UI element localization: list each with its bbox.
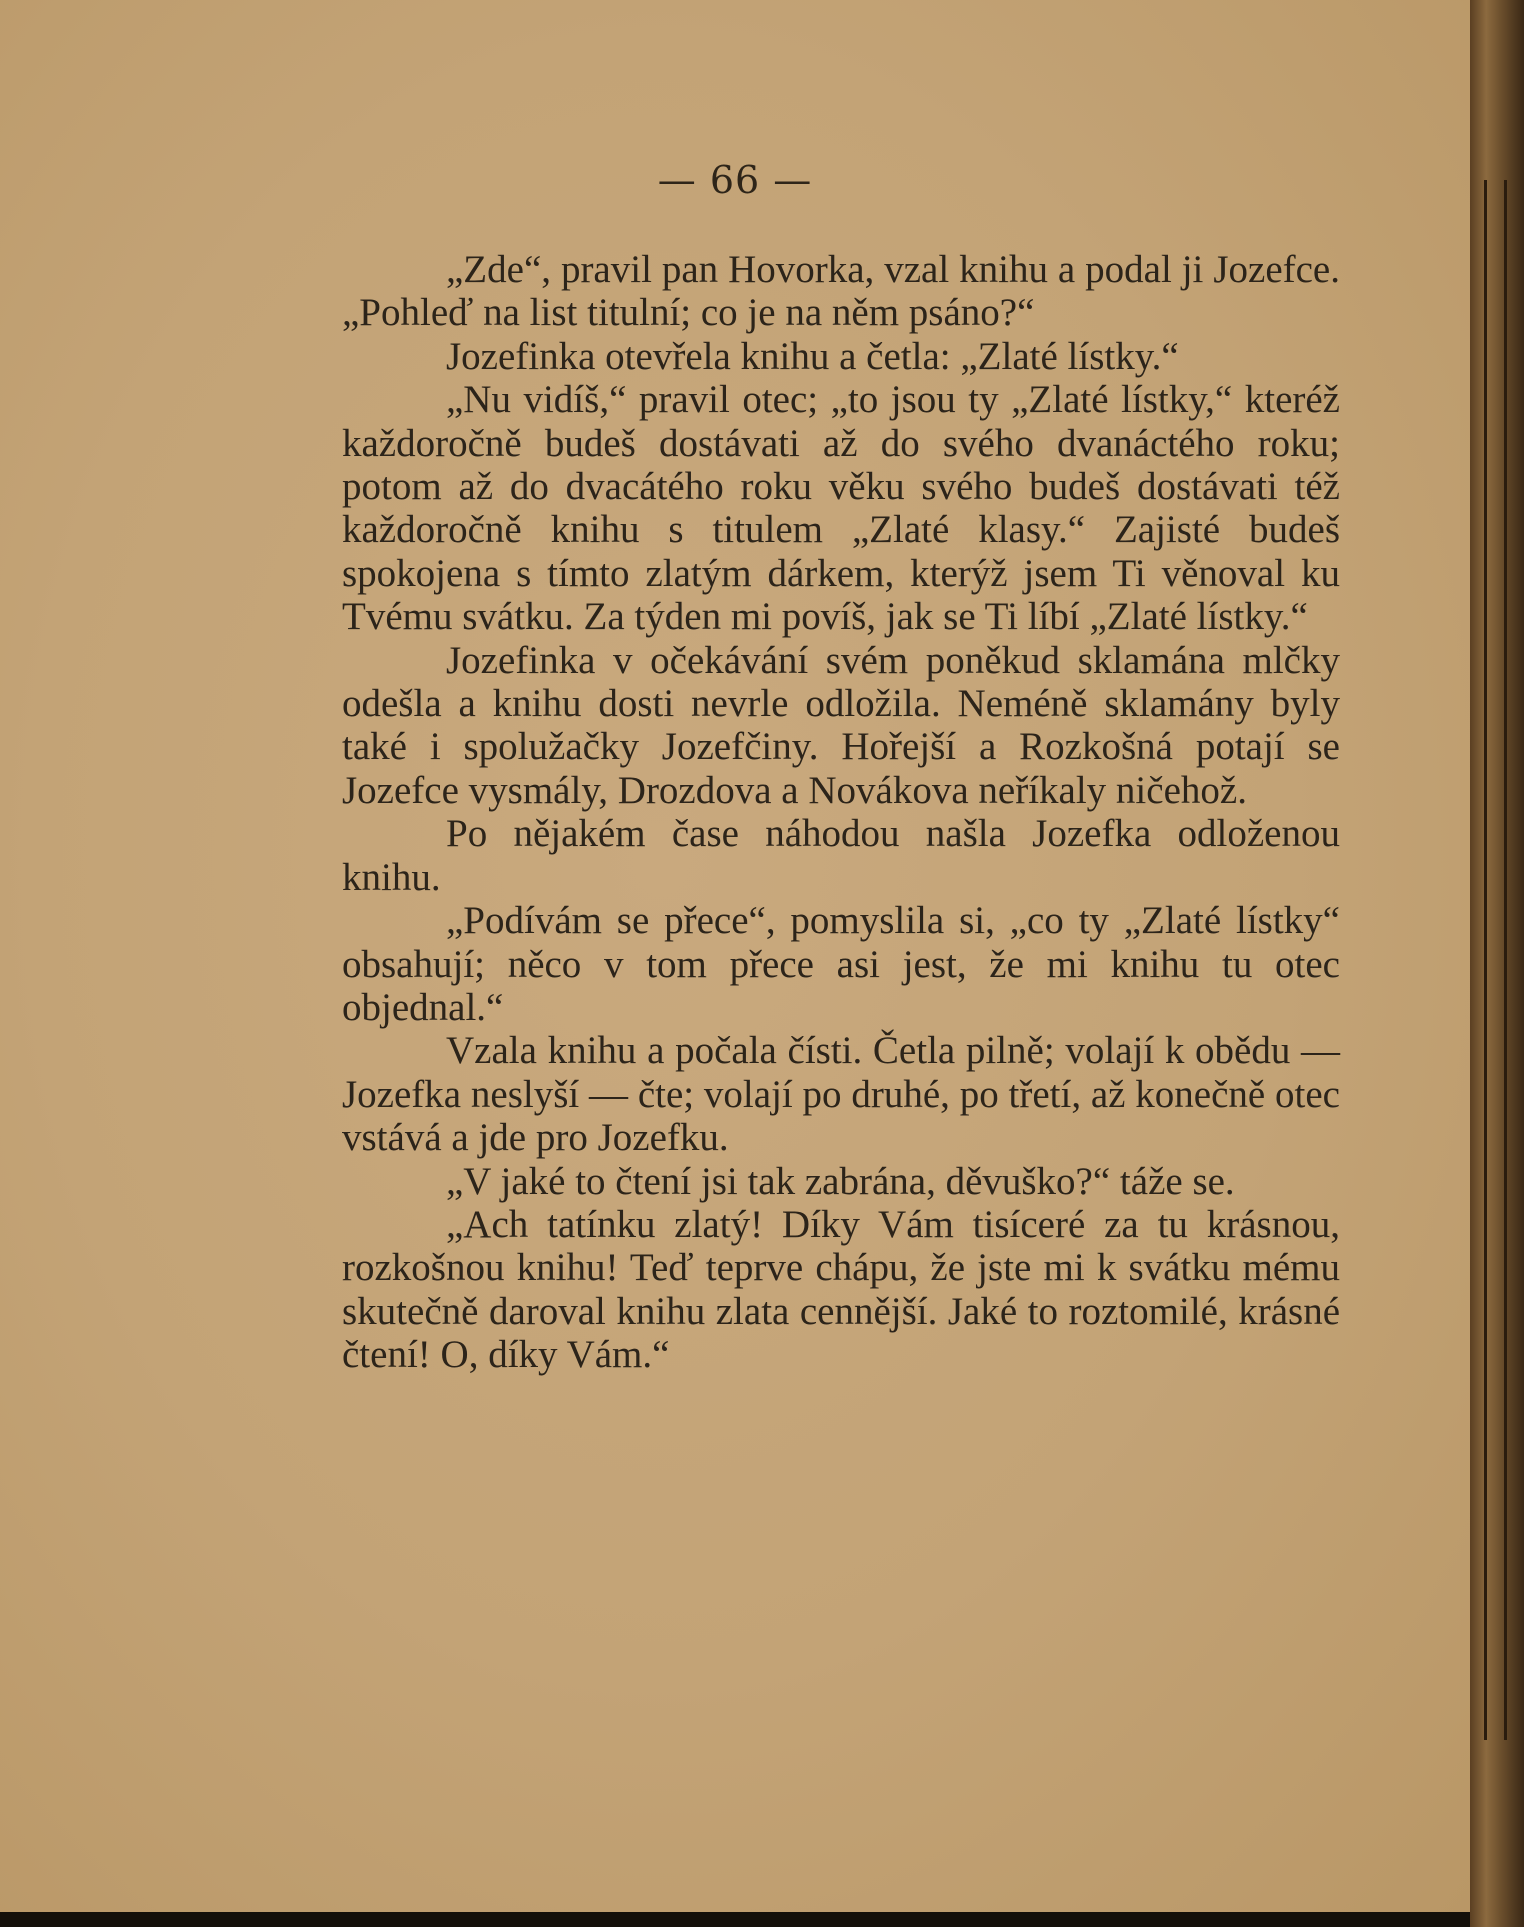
paragraph: „Nu vidíš,“ pravil otec; „to jsou ty „Zlaté lístky,“ kteréž každoročně budeš dostávati až do svého dvanáctého roku; potom až do dvacátého roku věku svého budeš dostávati též každoročně knihu s titulem „Zlaté klasy.“ Zajisté budeš spokojena s tímto zlatým dárkem, kterýž jsem Ti věnoval ku Tvému svátku. Za týden mi povíš, jak se Ti líbí „Zlaté lístky.“: [342, 378, 1340, 639]
paragraph: Jozefinka v očekávání svém poněkud sklamána mlčky odešla a knihu dosti nevrle odložila. Neméně sklamány byly také i spolužačky Jozefčiny. Hořejší a Rozkošná potají se Jozefce vysmály, Drozdova a Novákova neříkaly ničehož.: [342, 638, 1340, 812]
spine-edge-line: [1504, 180, 1507, 1740]
paragraph: „Ach tatínku zlatý! Díky Vám tisíceré za tu krásnou, rozkošnou knihu! Teď teprve chápu, že jste mi k svátku mému skutečně daroval knihu zlata cennější. Jaké to roztomilé, krásné čtení! O, díky Vám.“: [342, 1202, 1340, 1377]
paragraph: Vzala knihu a počala čísti. Četla pilně; volají k obědu — Jozefka neslyší — čte; volají po druhé, po třetí, až konečně otec vstává a jde pro Jozefku.: [342, 1029, 1340, 1160]
book-spine: [1470, 0, 1524, 1927]
spine-edge-line: [1484, 180, 1487, 1740]
paragraph: „Zde“, pravil pan Hovorka, vzal knihu a podal ji Jozefce. „Pohleď na list titulní; co je na něm psáno?“: [342, 248, 1340, 335]
paragraph: „Podívám se přece“, pomyslila si, „co ty „Zlaté lístky“ obsahují; něco v tom přece asi jest, že mi knihu tu otec objednal.“: [342, 899, 1340, 1029]
page-number: — 66 —: [657, 158, 813, 202]
paragraph: „V jaké to čtení jsi tak zabrána, děvuško?“ táže se.: [446, 1159, 1235, 1203]
paragraph: Po nějakém čase náhodou našla Jozefka odloženou knihu.: [342, 812, 1340, 899]
page-bottom-edge: [0, 1912, 1470, 1927]
paragraph: Jozefinka otevřela knihu a četla: „Zlaté lístky.“: [446, 334, 1179, 378]
page-text: [342, 248, 1340, 1377]
